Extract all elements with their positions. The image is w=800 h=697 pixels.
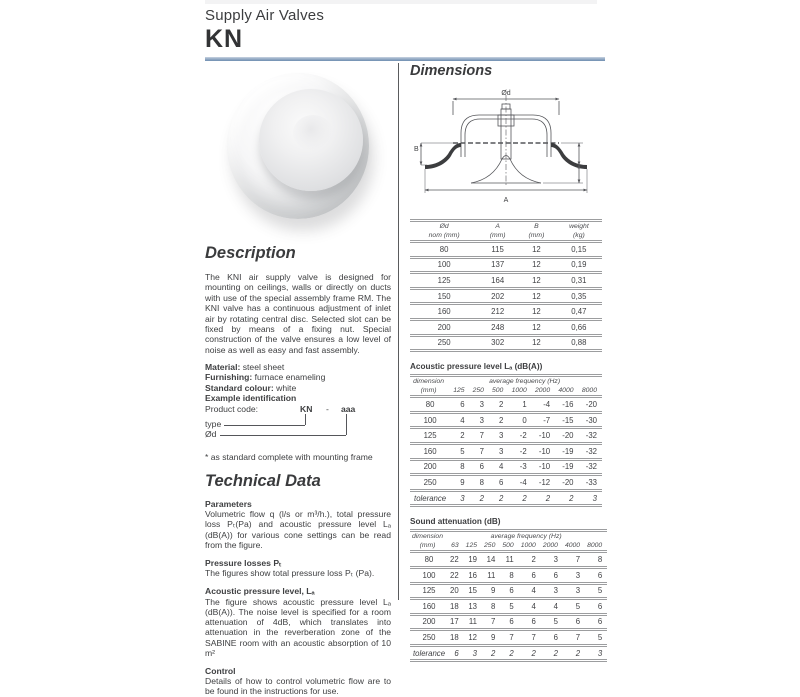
table-cell: 250 — [437, 338, 451, 348]
drawing-od-label: Ød — [501, 90, 511, 97]
table-cell: 11 — [487, 570, 496, 580]
page-header — [205, 7, 324, 54]
spec-furnishing-label: Furnishing: — [205, 372, 253, 383]
spec-colour-label: Standard colour: — [205, 382, 274, 393]
column-divider — [398, 63, 399, 600]
od-label: Ød — [205, 429, 217, 440]
spec-material-label: Material: — [205, 362, 241, 373]
table-header-cell: 4000 — [564, 542, 581, 550]
table-cell: 6 — [553, 633, 558, 643]
table-cell: -19 — [562, 446, 574, 456]
table-cell: 2 — [575, 648, 581, 658]
table-cell: 2 — [531, 555, 536, 565]
table-header-cell: (mm) — [528, 232, 545, 239]
left-column — [205, 63, 391, 697]
dimensions-heading: Dimensions — [410, 63, 493, 79]
table-header-cell: 250 — [484, 542, 496, 550]
table-cell: 7 — [509, 633, 514, 643]
table-header-cell: 125 — [453, 387, 465, 395]
type-connector-horizontal — [224, 425, 305, 426]
table-cell: 3 — [597, 648, 603, 658]
table-row — [410, 599, 607, 615]
table-cell: 160 — [437, 307, 451, 317]
table-cell: 7 — [575, 555, 581, 565]
table-cell: -2 — [519, 431, 527, 441]
table-cell: 4 — [531, 586, 536, 596]
table-cell: 5 — [509, 601, 514, 611]
table-cell: 7 — [479, 446, 484, 456]
table-cell: 14 — [486, 555, 496, 565]
table-cell: 4 — [499, 462, 504, 472]
table-cell: tolerance — [412, 648, 446, 658]
table-cell: -2 — [519, 446, 527, 456]
drawing-a-label: A — [503, 197, 509, 204]
dimension-drawing — [413, 85, 599, 207]
table-cell: 12 — [468, 633, 478, 643]
acoustic-table-title: Acoustic pressure level Lₐ (dB(A)) — [410, 362, 543, 372]
table-cell: 100 — [437, 260, 451, 270]
table-header-cell: (mm) — [489, 232, 506, 239]
table-cell: -20 — [585, 399, 597, 409]
table-row — [410, 490, 602, 506]
table-cell: 250 — [422, 633, 436, 643]
table-cell: 2 — [499, 415, 504, 425]
top-strip — [205, 0, 597, 4]
sound-table-title: Sound attenuation (dB) — [410, 517, 501, 527]
product-photo — [205, 63, 391, 234]
section-pressure-losses — [205, 558, 391, 578]
table-cell: -16 — [562, 399, 574, 409]
table-cell: 137 — [491, 260, 505, 270]
table-cell: 115 — [491, 244, 504, 254]
table-cell: 20 — [449, 586, 459, 596]
section-control-title: Control — [205, 665, 236, 676]
table-cell: 160 — [423, 446, 437, 456]
table-header-cell: B — [534, 223, 539, 230]
dimension-table-wrap — [410, 219, 602, 352]
right-column — [410, 63, 602, 662]
table-cell: 2 — [569, 493, 574, 503]
table-cell: 2 — [553, 648, 558, 658]
table-cell: -10 — [538, 446, 551, 456]
table-cell: 125 — [437, 275, 451, 285]
table-cell: 6 — [454, 648, 459, 658]
table-cell: 125 — [423, 431, 437, 441]
table-header-cell: weight — [569, 223, 589, 230]
table-row — [410, 552, 607, 568]
acoustic-pressure-table — [410, 374, 602, 507]
type-connector-vertical — [305, 414, 306, 425]
table-cell: 80 — [425, 399, 435, 409]
table-cell: -12 — [538, 477, 551, 487]
table-row — [410, 304, 602, 320]
table-cell: 0,47 — [571, 307, 587, 317]
section-control-text: Details of how to control volumetric flow are to be found in the instructions for use. — [205, 676, 391, 697]
table-header-cell: 250 — [472, 387, 484, 395]
table-cell: 16 — [468, 570, 478, 580]
table-cell: 202 — [491, 291, 505, 301]
table-cell: -32 — [585, 431, 597, 441]
table-header-cell: dimension — [412, 533, 443, 541]
table-header-cell: (kg) — [573, 232, 585, 239]
table-cell: 17 — [449, 617, 459, 627]
spec-furnishing — [205, 372, 391, 382]
table-header-cell: Ød — [439, 223, 449, 230]
table-header-cell: nom (mm) — [428, 232, 460, 239]
table-cell: 200 — [437, 322, 451, 332]
table-header-cell: 1000 — [511, 387, 527, 395]
table-cell: 9 — [491, 586, 496, 596]
table-cell: 0,88 — [571, 338, 587, 348]
table-row — [410, 475, 602, 491]
table-cell: 13 — [468, 601, 478, 611]
product-code-diagram — [205, 404, 391, 444]
table-cell: 3 — [499, 431, 504, 441]
spec-colour — [205, 383, 391, 393]
table-row — [410, 583, 607, 599]
table-cell: 6 — [597, 617, 603, 627]
table-cell: -20 — [562, 477, 574, 487]
table-cell: 0,15 — [571, 244, 587, 254]
table-cell: 2 — [499, 399, 504, 409]
table-cell: 8 — [509, 570, 514, 580]
table-cell: 18 — [449, 601, 459, 611]
table-cell: 6 — [597, 601, 603, 611]
product-code-title: KN — [205, 25, 244, 53]
table-cell: 164 — [491, 275, 505, 285]
table-cell: -19 — [562, 462, 574, 472]
table-header-cell: 4000 — [558, 387, 574, 395]
table-cell: 2 — [479, 493, 484, 503]
product-code-label: Product code: — [205, 404, 259, 415]
table-cell: 18 — [449, 633, 459, 643]
table-header-cell: 63 — [451, 542, 459, 550]
spec-list — [205, 362, 391, 403]
table-cell: 7 — [531, 633, 536, 643]
table-cell: 7 — [479, 431, 484, 441]
table-row — [410, 257, 602, 273]
table-cell: 6 — [509, 586, 514, 596]
table-row — [410, 567, 607, 583]
od-connector-vertical — [346, 414, 347, 435]
table-cell: 5 — [597, 633, 603, 643]
table-row — [410, 319, 602, 335]
table-cell: 22 — [449, 570, 459, 580]
valve-center-cone — [293, 115, 333, 151]
table-header-cell: 500 — [502, 542, 514, 550]
table-header-cell: A — [495, 223, 500, 230]
table-header-cell: (mm) — [420, 387, 437, 395]
table-cell: -4 — [543, 399, 551, 409]
table-row — [410, 443, 602, 459]
table-cell: 4 — [531, 601, 536, 611]
table-header-cell: 2000 — [542, 542, 558, 550]
table-cell: 4 — [553, 601, 558, 611]
table-cell: -15 — [562, 415, 574, 425]
table-cell: 6 — [479, 462, 484, 472]
table-cell: 5 — [553, 617, 558, 627]
section-acoustic-level-text: The figure shows acoustic pressure level Lₐ (dB(A)). The noise level is specified for a room attenuation of 4dB, which translates into attenuation in the reverberation zone of the SABINE room with an acoustic absorption of 10 m² — [205, 596, 391, 658]
table-cell: 9 — [491, 633, 496, 643]
table-row — [410, 614, 607, 630]
table-cell: 6 — [531, 570, 536, 580]
table-cell: 3 — [479, 399, 484, 409]
table-row — [410, 428, 602, 444]
table-cell: -10 — [538, 462, 551, 472]
table-row — [410, 242, 602, 258]
table-cell: 100 — [422, 570, 436, 580]
table-row — [410, 273, 602, 289]
table-cell: 2 — [491, 648, 496, 658]
table-header-cell: 8000 — [581, 387, 597, 395]
table-cell: 3 — [553, 555, 558, 565]
spec-material — [205, 362, 391, 372]
table-cell: 8 — [491, 601, 496, 611]
spec-colour-value: white — [276, 382, 297, 393]
table-cell: 2 — [531, 648, 536, 658]
category-title: Supply Air Valves — [205, 7, 325, 24]
table-cell: 250 — [423, 477, 437, 487]
spec-furnishing-value: furnace enameling — [254, 372, 326, 383]
table-cell: 12 — [532, 338, 541, 348]
sound-attenuation-table — [410, 529, 607, 662]
drawing-b-label: B — [414, 146, 419, 153]
section-acoustic-level — [205, 586, 391, 657]
table-header-cell: 1000 — [520, 542, 536, 550]
table-cell: -20 — [562, 431, 574, 441]
table-cell: -30 — [585, 415, 597, 425]
table-cell: 6 — [531, 617, 536, 627]
section-parameters — [205, 499, 391, 550]
table-row — [410, 459, 602, 475]
table-cell: 9 — [460, 477, 465, 487]
dimension-table — [410, 219, 602, 352]
section-parameters-text: Volumetric flow q (l/s or m³/h.), total pressure loss Pₜ(Pa) and acoustic pressure level Lₐ (dB(A)) for various cone settings can be read from the figure. — [205, 509, 391, 550]
table-cell: 248 — [491, 322, 505, 332]
section-acoustic-level-title: Acoustic pressure level, Lₐ — [205, 586, 315, 597]
table-cell: 0,35 — [571, 291, 587, 301]
section-control — [205, 666, 391, 697]
table-cell: 2 — [545, 493, 551, 503]
table-cell: 12 — [532, 322, 541, 332]
table-cell: -3 — [519, 462, 527, 472]
table-cell: 4 — [460, 415, 465, 425]
table-cell: 8 — [479, 477, 484, 487]
table-cell: 3 — [499, 446, 504, 456]
table-cell: 200 — [423, 462, 437, 472]
table-cell: 2 — [509, 648, 514, 658]
description-heading: Description — [205, 244, 296, 262]
table-cell: 12 — [532, 307, 541, 317]
table-cell: 11 — [468, 617, 478, 627]
table-cell: 6 — [553, 570, 558, 580]
description-text: The KNI air supply valve is designed for mounting on ceilings, walls or directly on ducts with use of the special assembly frame RM. The KNI valve has a continuous adjustment of inlet air by rotating central disc. Selected slot can be fixed by means of a fixing nut. Special construction of the valve ensures a low level of noise as well as easy and fast assembly. — [205, 272, 391, 355]
table-cell: 3 — [575, 570, 581, 580]
section-pressure-losses-title: Pressure losses Pₜ — [205, 558, 282, 569]
table-cell: 160 — [422, 601, 436, 611]
table-cell: 3 — [460, 493, 465, 503]
table-cell: 80 — [424, 555, 434, 565]
table-cell: 7 — [491, 617, 496, 627]
table-cell: 3 — [472, 648, 478, 658]
table-cell: 8 — [460, 462, 465, 472]
table-cell: 12 — [532, 275, 541, 285]
section-pressure-losses-text: The figures show total pressure loss Pₜ (Pa). — [205, 568, 375, 579]
table-row — [410, 412, 602, 428]
technical-data-heading: Technical Data — [205, 472, 321, 491]
table-cell: 8 — [597, 555, 603, 565]
table-cell: 12 — [532, 244, 541, 254]
table-cell: 15 — [468, 586, 478, 596]
table-cell: 1 — [522, 399, 527, 409]
table-cell: 22 — [449, 555, 459, 565]
table-cell: 2 — [460, 431, 465, 441]
example-identification-label: Example identification — [205, 392, 297, 403]
table-cell: 302 — [491, 338, 505, 348]
table-cell: 6 — [597, 570, 603, 580]
table-cell: 3 — [553, 586, 558, 596]
table-cell: 80 — [439, 244, 449, 254]
table-cell: 5 — [597, 586, 603, 596]
table-header-cell: 500 — [492, 387, 504, 395]
product-code-type: KN — [300, 404, 313, 415]
table-cell: 0,66 — [571, 322, 587, 332]
table-cell: 2 — [522, 493, 527, 503]
table-cell: 6 — [509, 617, 514, 627]
product-code-dash: - — [326, 404, 329, 415]
table-cell: -32 — [585, 462, 597, 472]
product-code-size: aaa — [341, 404, 356, 415]
table-cell: 5 — [575, 601, 581, 611]
table-header-cell: average frequency (Hz) — [489, 378, 561, 386]
table-row — [410, 630, 607, 646]
table-cell: 6 — [460, 399, 465, 409]
table-cell: tolerance — [414, 493, 447, 503]
table-cell: 0,31 — [571, 275, 587, 285]
table-cell: 0 — [522, 415, 527, 425]
table-cell: 150 — [437, 291, 451, 301]
table-cell: 3 — [592, 493, 597, 503]
table-row — [410, 645, 607, 661]
table-cell: 12 — [532, 260, 541, 270]
section-parameters-title: Parameters — [205, 499, 252, 510]
type-label: type — [205, 419, 222, 430]
table-cell: 7 — [575, 633, 581, 643]
od-connector-horizontal — [220, 435, 346, 436]
header-rule — [205, 57, 605, 61]
table-header-cell: (mm) — [419, 542, 436, 550]
table-header-cell: average frequency (Hz) — [490, 533, 562, 541]
table-cell: 19 — [468, 555, 478, 565]
mounting-frame-footnote: * as standard complete with mounting frame — [205, 452, 373, 463]
table-row — [410, 288, 602, 304]
table-cell: 125 — [422, 586, 436, 596]
table-cell: 0,19 — [571, 260, 587, 270]
table-cell: 3 — [479, 415, 484, 425]
table-cell: 12 — [532, 291, 541, 301]
table-cell: -4 — [519, 477, 527, 487]
table-cell: 6 — [575, 617, 581, 627]
table-cell: 5 — [460, 446, 465, 456]
table-cell: -10 — [538, 431, 551, 441]
table-cell: -32 — [585, 446, 597, 456]
table-header-cell: 125 — [465, 542, 478, 550]
table-cell: 100 — [423, 415, 437, 425]
table-cell: 11 — [505, 555, 514, 565]
table-cell: -7 — [543, 415, 551, 425]
table-cell: 3 — [575, 586, 581, 596]
table-row — [410, 397, 602, 413]
table-cell: 6 — [499, 477, 504, 487]
spec-material-value: steel sheet — [242, 362, 285, 373]
table-header-cell: dimension — [413, 378, 445, 386]
table-header-cell: 8000 — [587, 542, 603, 550]
table-row — [410, 335, 602, 351]
table-cell: 212 — [491, 307, 505, 317]
table-header-cell: 2000 — [535, 387, 551, 395]
table-cell: 2 — [499, 493, 504, 503]
table-cell: -33 — [585, 477, 597, 487]
table-cell: 200 — [422, 617, 436, 627]
